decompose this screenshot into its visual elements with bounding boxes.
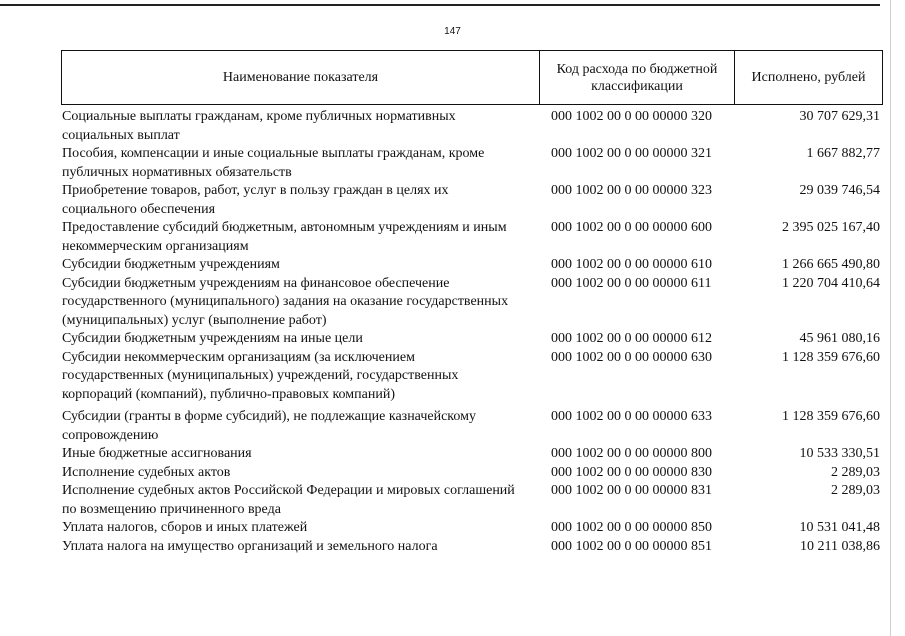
table-row	[62, 256, 882, 275]
row-amount: 2 289,03	[831, 483, 880, 498]
table-row	[62, 108, 882, 145]
table-row	[62, 145, 882, 182]
row-code: 000 1002 00 0 00 00000 630	[551, 349, 712, 365]
row-code: 000 1002 00 0 00 00000 600	[551, 220, 712, 235]
table-row	[62, 182, 882, 219]
row-name: Уплата налогов, сборов и иных платежей	[62, 520, 308, 535]
table-row	[62, 538, 882, 557]
row-name: Субсидии бюджетным учреждениям на иные цели	[62, 331, 363, 346]
row-amount: 2 289,03	[831, 464, 880, 480]
header-code: Код расхода по бюджетной классификации	[539, 51, 735, 104]
row-name: Уплата налога на имущество организаций и земельного налога	[62, 538, 438, 554]
table-body	[62, 108, 882, 556]
row-code: 000 1002 00 0 00 00000 831	[551, 483, 712, 498]
row-code: 000 1002 00 0 00 00000 800	[551, 446, 712, 461]
row-code: 000 1002 00 0 00 00000 612	[551, 331, 712, 346]
table-row	[62, 445, 882, 464]
row-code: 000 1002 00 0 00 00000 633	[551, 409, 712, 424]
table-row	[62, 330, 882, 349]
row-amount: 1 220 704 410,64	[782, 275, 880, 291]
row-name: Приобретение товаров, работ, услуг в пользу граждан в целях их социального обеспечения	[62, 183, 449, 217]
row-amount: 1 128 359 676,60	[782, 349, 880, 365]
table-row	[62, 482, 882, 519]
table-row	[62, 219, 882, 256]
row-amount: 45 961 080,16	[799, 331, 880, 346]
row-name: Субсидии (гранты в форме субсидий), не подлежащие казначейскому сопровождению	[62, 409, 476, 443]
row-amount: 2 395 025 167,40	[782, 220, 880, 235]
row-name: Исполнение судебных актов Российской Федерации и мировых соглашений по возмещению причиненного вреда	[62, 483, 515, 517]
row-name: Субсидии некоммерческим организациям (за исключением государственных (муниципальных) учреждений, государственных корпораций (компаний), публично-правовых компаний)	[62, 349, 459, 402]
table-row	[62, 349, 882, 405]
table-row	[62, 519, 882, 538]
row-amount: 10 211 038,86	[800, 538, 880, 554]
row-name: Субсидии бюджетным учреждениям на финансовое обеспечение государственного (муниципального) задания на оказание государственных (муниципальных) услуг (выполнение работ)	[62, 275, 509, 328]
row-code: 000 1002 00 0 00 00000 830	[551, 464, 712, 480]
row-amount: 1 667 882,77	[806, 146, 880, 161]
row-name: Пособия, компенсации и иные социальные выплаты гражданам, кроме публичных нормативных обязательств	[62, 146, 485, 180]
table-row	[62, 408, 882, 445]
row-name: Предоставление субсидий бюджетным, автономным учреждениям и иным некоммерческим организациям	[62, 220, 507, 254]
row-name: Иные бюджетные ассигнования	[62, 446, 252, 461]
table-header	[61, 50, 883, 105]
row-code: 000 1002 00 0 00 00000 851	[551, 538, 712, 554]
row-amount: 1 266 665 490,80	[782, 257, 880, 272]
row-amount: 30 707 629,31	[799, 109, 880, 124]
row-code: 000 1002 00 0 00 00000 320	[551, 109, 712, 124]
page-number: 147	[444, 26, 461, 37]
row-amount: 1 128 359 676,60	[782, 409, 880, 424]
row-amount: 29 039 746,54	[799, 183, 880, 198]
header-name: Наименование показателя	[222, 70, 379, 85]
page-edge-line	[890, 0, 891, 636]
row-amount: 10 531 041,48	[799, 520, 880, 535]
row-code: 000 1002 00 0 00 00000 610	[551, 257, 712, 272]
top-border-line	[0, 4, 880, 6]
row-code: 000 1002 00 0 00 00000 611	[551, 275, 712, 291]
table-row	[62, 464, 882, 483]
row-code: 000 1002 00 0 00 00000 323	[551, 183, 712, 198]
table-row	[62, 275, 882, 331]
row-code: 000 1002 00 0 00 00000 321	[551, 146, 712, 161]
row-code: 000 1002 00 0 00 00000 850	[551, 520, 712, 535]
row-name: Социальные выплаты гражданам, кроме публичных нормативных социальных выплат	[62, 109, 456, 143]
header-amount: Исполнено, рублей	[751, 70, 866, 85]
row-name: Исполнение судебных актов	[62, 464, 231, 480]
row-name: Субсидии бюджетным учреждениям	[62, 257, 280, 272]
row-amount: 10 533 330,51	[799, 446, 880, 461]
